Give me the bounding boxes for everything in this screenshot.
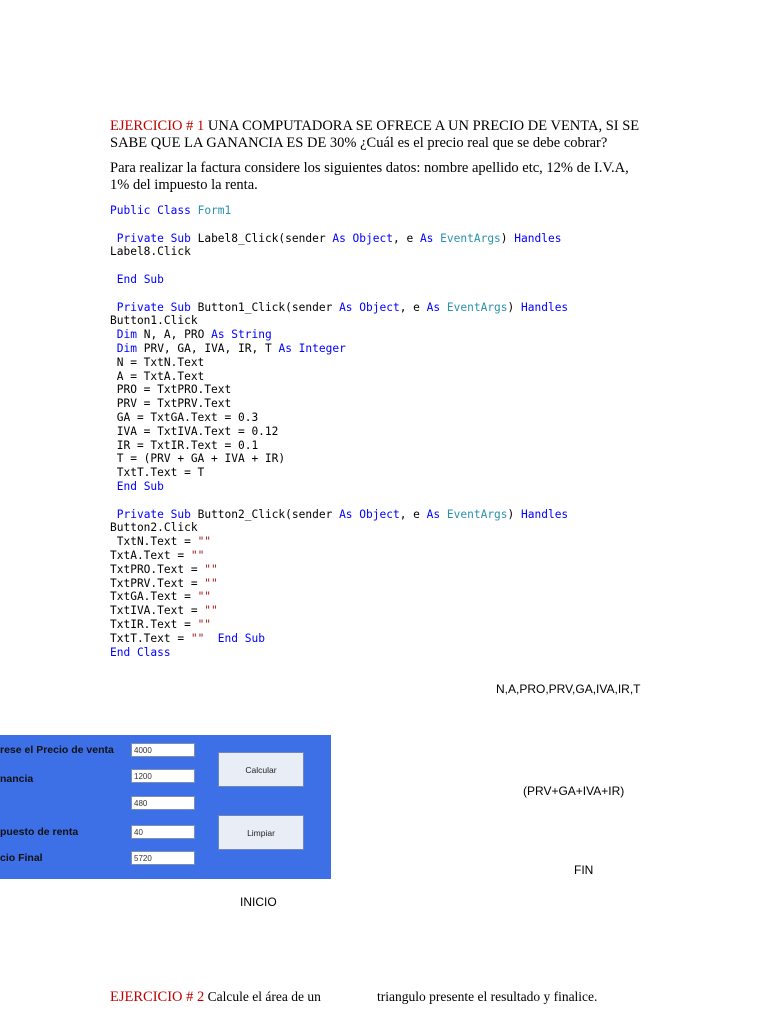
- code-line-button2-click: Button2.Click: [110, 521, 198, 535]
- code-line-dim-integer: Dim PRV, GA, IVA, IR, T As Integer: [116, 341, 346, 355]
- exercise1-heading-text: UNA COMPUTADORA SE OFRECE A UN PRECIO DE VENTA, SI SE SABE QUE LA GANANCIA ES DE 30% ¿Cuál es el precio real que se debe cobrar?: [110, 118, 640, 151]
- code-line-label8-sub: Private Sub Label8_Click(sender As Object, e As EventArgs) Handles: [116, 231, 562, 245]
- code-blank: [110, 218, 568, 232]
- tax-input[interactable]: 40: [131, 825, 195, 839]
- flow-variables: N,A,PRO,PRV,GA,IVA,IR,T: [496, 682, 641, 696]
- code-line-end-sub-2: End Sub: [116, 479, 164, 493]
- flow-formula: (PRV+GA+IVA+IR): [523, 784, 625, 798]
- final-input[interactable]: 5720: [131, 851, 195, 865]
- code-line-dim-string: Dim N, A, PRO As String: [116, 328, 272, 342]
- code-line: N = TxtN.Text: [110, 355, 205, 369]
- form-screenshot: [0, 735, 331, 879]
- code-line: T = (PRV + GA + IVA + IR): [110, 452, 286, 466]
- code-line-end-sub-1: End Sub: [116, 272, 164, 286]
- exercise2-heading: [110, 988, 321, 1006]
- price-input[interactable]: 4000: [131, 743, 195, 757]
- exercise2-label: EJERCICIO # 2: [110, 989, 205, 1005]
- form-label-gain: nancia: [0, 773, 34, 785]
- exercise1-heading: [110, 118, 645, 152]
- code-blank: [110, 494, 568, 508]
- exercise1-paragraph: Para realizar la factura considere los siguientes datos: nombre apellido etc, 12% de I.V.A, 1% del impuesto la renta.: [110, 160, 629, 193]
- code-line-button2-sub: Private Sub Button2_Click(sender As Object, e As EventArgs) Handles: [116, 507, 569, 521]
- code-line: A = TxtA.Text: [110, 369, 205, 383]
- code-line: IR = TxtIR.Text = 0.1: [110, 438, 259, 452]
- code-line-button1-click: Button1.Click: [110, 314, 198, 328]
- code-line-label8-click: Label8.Click: [110, 245, 191, 259]
- code-line-end-class: End Class: [110, 645, 171, 659]
- code-line: PRV = TxtPRV.Text: [110, 397, 232, 411]
- form-label-tax: puesto de renta: [0, 826, 79, 838]
- code-line-clear: TxtIVA.Text = "": [110, 604, 218, 618]
- iva-input[interactable]: 480: [131, 796, 195, 810]
- code-blank: [110, 287, 568, 301]
- flow-fin: FIN: [574, 863, 594, 877]
- exercise1-label: EJERCICIO # 1: [110, 118, 205, 134]
- code-line: TxtT.Text = T: [110, 466, 205, 480]
- clear-button[interactable]: Limpiar: [218, 815, 304, 850]
- code-line: PRO = TxtPRO.Text: [110, 383, 232, 397]
- code-line-clear: TxtA.Text = "": [110, 548, 205, 562]
- form-label-price: rese el Precio de venta: [0, 744, 114, 756]
- code-line-clear: TxtPRV.Text = "": [110, 576, 218, 590]
- exercise2-text-b: triangulo presente el resultado y finalice.: [377, 989, 598, 1004]
- code-line-button1-sub: Private Sub Button1_Click(sender As Object, e As EventArgs) Handles: [116, 300, 569, 314]
- form-label-final: cio Final: [0, 852, 43, 864]
- code-line-clear-end: TxtT.Text = "" End Sub: [110, 631, 265, 645]
- code-line-clear: TxtPRO.Text = "": [110, 562, 218, 576]
- gain-input[interactable]: 1200: [131, 769, 195, 783]
- code-line: GA = TxtGA.Text = 0.3: [110, 410, 259, 424]
- code-listing: [110, 204, 568, 659]
- code-line: IVA = TxtIVA.Text = 0.12: [110, 424, 279, 438]
- code-line-1: Public Class Form1: [110, 204, 232, 217]
- code-blank: [110, 259, 568, 273]
- code-line-clear: TxtGA.Text = "": [110, 590, 212, 604]
- exercise2-text-a: Calcule el área de un: [204, 989, 321, 1004]
- calculate-button[interactable]: Calcular: [218, 752, 304, 787]
- code-line-clear: TxtIR.Text = "": [110, 617, 212, 631]
- flow-inicio: INICIO: [240, 895, 277, 909]
- code-line-clear: TxtN.Text = "": [110, 535, 212, 549]
